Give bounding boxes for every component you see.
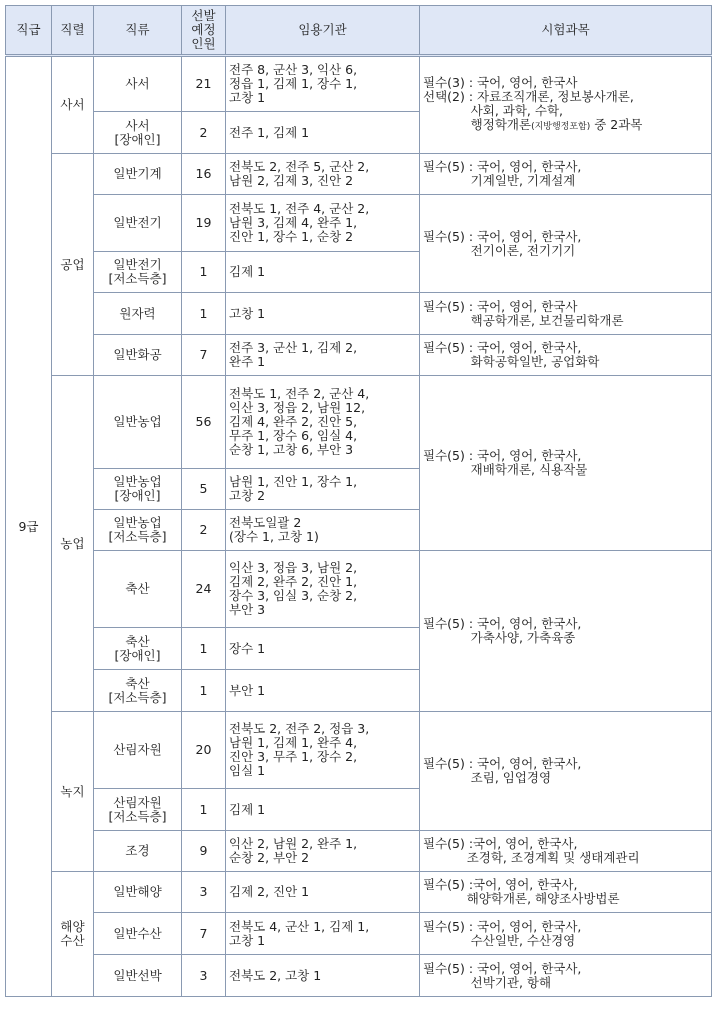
subjects-cell: 필수(5) : 국어, 영어, 한국사, 기계일반, 기계설계 [420,154,712,195]
count-cell: 1 [182,670,226,712]
organization-cell: 김제 1 [226,252,420,293]
header-series: 직렬 [52,6,94,56]
subjects-cell: 필수(5) : 국어, 영어, 한국사, 전기이론, 전기기기 [420,195,712,293]
recruitment-table [5,5,712,997]
subjects-cell: 필수(5) :국어, 영어, 한국사, 조경학, 조경계획 및 생태계관리 [420,831,712,872]
subjects-cell: 필수(5) :국어, 영어, 한국사, 해양학개론, 해양조사방법론 [420,872,712,913]
organization-cell: 고창 1 [226,293,420,335]
count-cell: 1 [182,628,226,670]
category-cell: 일반화공 [94,335,182,376]
count-cell: 24 [182,551,226,628]
category-cell: 원자력 [94,293,182,335]
category-cell: 축산 [저소득층] [94,670,182,712]
count-cell: 20 [182,712,226,789]
header-rank: 직급 [6,6,52,56]
organization-cell: 전북도 1, 전주 4, 군산 2, 남원 3, 김제 4, 완주 1, 진안 1, 장수 1, 순창 2 [226,195,420,252]
category-cell: 일반전기 [저소득층] [94,252,182,293]
count-cell: 1 [182,252,226,293]
organization-cell: 김제 1 [226,789,420,831]
subjects-cell: 필수(5) : 국어, 영어, 한국사, 화학공학일반, 공업화학 [420,335,712,376]
category-cell: 일반선박 [94,955,182,997]
organization-cell: 전북도 2, 전주 2, 정읍 3, 남원 1, 김제 1, 완주 4, 진안 3, 무주 1, 장수 2, 임실 1 [226,712,420,789]
count-cell: 19 [182,195,226,252]
series-gongeop: 공업 [52,154,94,376]
organization-cell: 부안 1 [226,670,420,712]
series-haeyang-susan: 해양 수산 [52,872,94,997]
series-nongeop: 농업 [52,376,94,712]
organization-cell: 전북도 1, 전주 2, 군산 4, 익산 3, 정읍 2, 남원 12, 김제 4, 완주 2, 진안 5, 무주 1, 장수 6, 임실 4, 순창 1, 고창 6, 부안 3 [226,376,420,469]
category-cell: 일반전기 [94,195,182,252]
subjects-saseo-note: (지방행정포함) [531,122,591,132]
header-category: 직류 [94,6,182,56]
category-cell: 조경 [94,831,182,872]
organization-cell: 전주 1, 김제 1 [226,112,420,154]
count-cell: 7 [182,913,226,955]
organization-cell: 전북도일괄 2 (장수 1, 고창 1) [226,510,420,551]
count-cell: 21 [182,56,226,112]
subjects-cell: 필수(5) : 국어, 영어, 한국사, 가축사양, 가축육종 [420,551,712,712]
category-cell: 일반해양 [94,872,182,913]
recruitment-table-container [5,5,712,997]
organization-cell: 익산 3, 정읍 3, 남원 2, 김제 2, 완주 2, 진안 1, 장수 3, 임실 3, 순창 2, 부안 3 [226,551,420,628]
category-cell: 축산 [94,551,182,628]
count-cell: 1 [182,293,226,335]
subjects-saseo-main: 필수(3) : 국어, 영어, 한국사 선택(2) : 자료조직개론, 정보봉사개론, 사회, 과학, 수학, 행정학개론 [423,75,634,132]
subjects-saseo-tail: 중 2과목 [590,117,643,132]
header-count: 선발 예정 인원 [182,6,226,56]
organization-cell: 남원 1, 진안 1, 장수 1, 고창 2 [226,469,420,510]
category-cell: 산림자원 [94,712,182,789]
category-cell: 일반농업 [94,376,182,469]
count-cell: 56 [182,376,226,469]
category-cell: 축산 [장애인] [94,628,182,670]
organization-cell: 장수 1 [226,628,420,670]
subjects-cell: 필수(5) : 국어, 영어, 한국사 핵공학개론, 보건물리학개론 [420,293,712,335]
organization-cell: 익산 2, 남원 2, 완주 1, 순창 2, 부안 2 [226,831,420,872]
rank-cell: 9급 [6,56,52,997]
organization-cell: 전북도 2, 전주 5, 군산 2, 남원 2, 김제 3, 진안 2 [226,154,420,195]
count-cell: 16 [182,154,226,195]
category-cell: 일반농업 [장애인] [94,469,182,510]
subjects-saseo [420,56,712,154]
count-cell: 2 [182,510,226,551]
subjects-cell: 필수(5) : 국어, 영어, 한국사, 재배학개론, 식용작물 [420,376,712,551]
header-subjects: 시험과목 [420,6,712,56]
organization-cell: 전북도 4, 군산 1, 김제 1, 고창 1 [226,913,420,955]
series-saseo: 사서 [52,56,94,154]
subjects-cell: 필수(5) : 국어, 영어, 한국사, 조림, 임업경영 [420,712,712,831]
count-cell: 7 [182,335,226,376]
subjects-cell: 필수(5) : 국어, 영어, 한국사, 선박기관, 항해 [420,955,712,997]
header-organization: 임용기관 [226,6,420,56]
count-cell: 5 [182,469,226,510]
count-cell: 3 [182,872,226,913]
count-cell: 3 [182,955,226,997]
organization-cell: 전주 8, 군산 3, 익산 6, 정읍 1, 김제 1, 장수 1, 고창 1 [226,56,420,112]
count-cell: 9 [182,831,226,872]
category-cell: 일반기계 [94,154,182,195]
category-cell: 사서 [장애인] [94,112,182,154]
organization-cell: 김제 2, 진안 1 [226,872,420,913]
category-cell: 일반수산 [94,913,182,955]
count-cell: 2 [182,112,226,154]
organization-cell: 전주 3, 군산 1, 김제 2, 완주 1 [226,335,420,376]
subjects-cell: 필수(5) : 국어, 영어, 한국사, 수산일반, 수산경영 [420,913,712,955]
organization-cell: 전북도 2, 고창 1 [226,955,420,997]
series-nokji: 녹지 [52,712,94,872]
count-cell: 1 [182,789,226,831]
category-cell: 산림자원 [저소득층] [94,789,182,831]
category-cell: 사서 [94,56,182,112]
category-cell: 일반농업 [저소득층] [94,510,182,551]
